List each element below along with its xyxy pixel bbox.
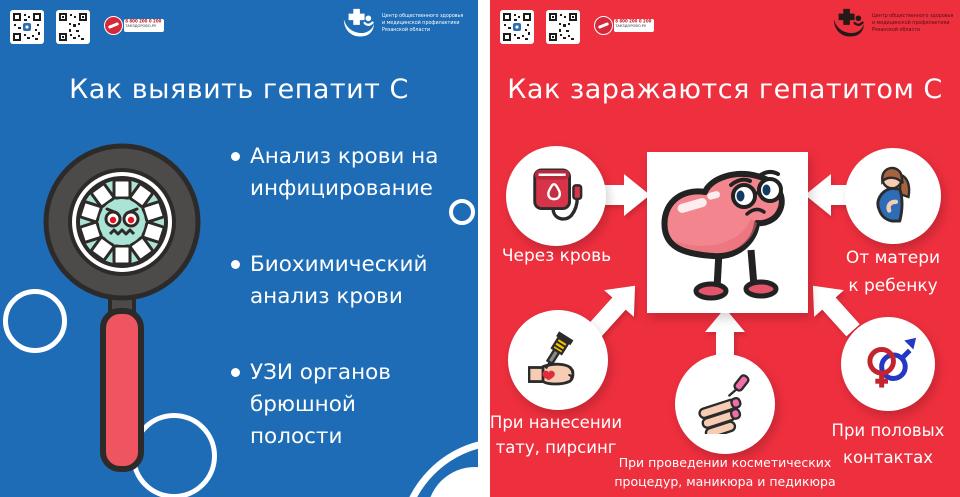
route-mother-label: От матери к ребенку [845,248,941,297]
detection-methods-list [232,141,440,497]
org-name-line: Центр общественного здоровья [872,12,954,19]
tattoo-machine-icon [528,330,588,390]
route-blood-label: Через кровь [501,246,612,266]
poster-detect-hepatitis [0,0,478,497]
blood-bag-icon [527,164,585,228]
org-name [382,12,462,46]
magnifier-virus-icon [10,135,240,485]
hotline-badge-icon [594,16,613,35]
arrow-up-icon [705,308,745,358]
pregnant-woman-icon [866,165,920,227]
poster-transmission-hepatitis [490,0,960,497]
hotline-label [614,19,654,32]
hotline-label [124,19,164,32]
qr-code-icon [56,10,90,44]
qr-code-icon [546,10,580,44]
hotline-site: ТАКЗДОРОВО.РУ [125,24,157,28]
health-center-logo-icon [341,7,375,39]
virus-icon [78,178,166,266]
right-poster-title: Как заражаются гепатитом С [507,74,943,105]
route-cosmetic-label: При проведении косметических процедур, маникюра и педикюра [614,455,836,490]
hotline-badge-icon [104,16,123,35]
route-blood-circle [506,146,606,246]
route-mother-circle [845,148,941,244]
sad-liver-icon [647,152,808,313]
route-sexual-contact-circle [841,317,935,411]
left-poster-title: Как выявить гепатит С [69,74,409,105]
list-item: Биохимический анализ крови [250,249,440,312]
route-tattoo-label: При нанесении тату, пирсинг [490,413,623,457]
org-name-line: и медицинской профилактики [872,20,950,26]
org-name-line: Рязанской области [382,27,430,33]
list-item: УЗИ органов брюшной полости [250,357,440,452]
hotline-site: ТАКЗДОРОВО.РУ [615,24,647,28]
route-cosmetic-circle [675,354,775,454]
qr-code-icon [10,10,44,44]
hotline-phone: 8 800 200 0 200 [615,19,652,24]
health-center-logo-icon [831,7,865,39]
org-name-line: Центр общественного здоровья [382,12,464,19]
qr-code-icon [500,10,534,44]
route-tattoo-circle [508,310,608,410]
list-item: Анализ крови на инфицирование [250,141,440,204]
org-name-line: и медицинской профилактики [382,20,460,26]
manicure-icon [695,374,755,434]
route-sexual-contact-label: При половых контактах [831,421,945,468]
org-name-line: Рязанской области [872,27,920,33]
hotline-phone: 8 800 200 0 200 [125,19,162,24]
org-name [872,12,952,46]
decor-circle [449,199,475,225]
liver-panel [647,152,808,313]
gender-symbols-icon [859,335,917,393]
